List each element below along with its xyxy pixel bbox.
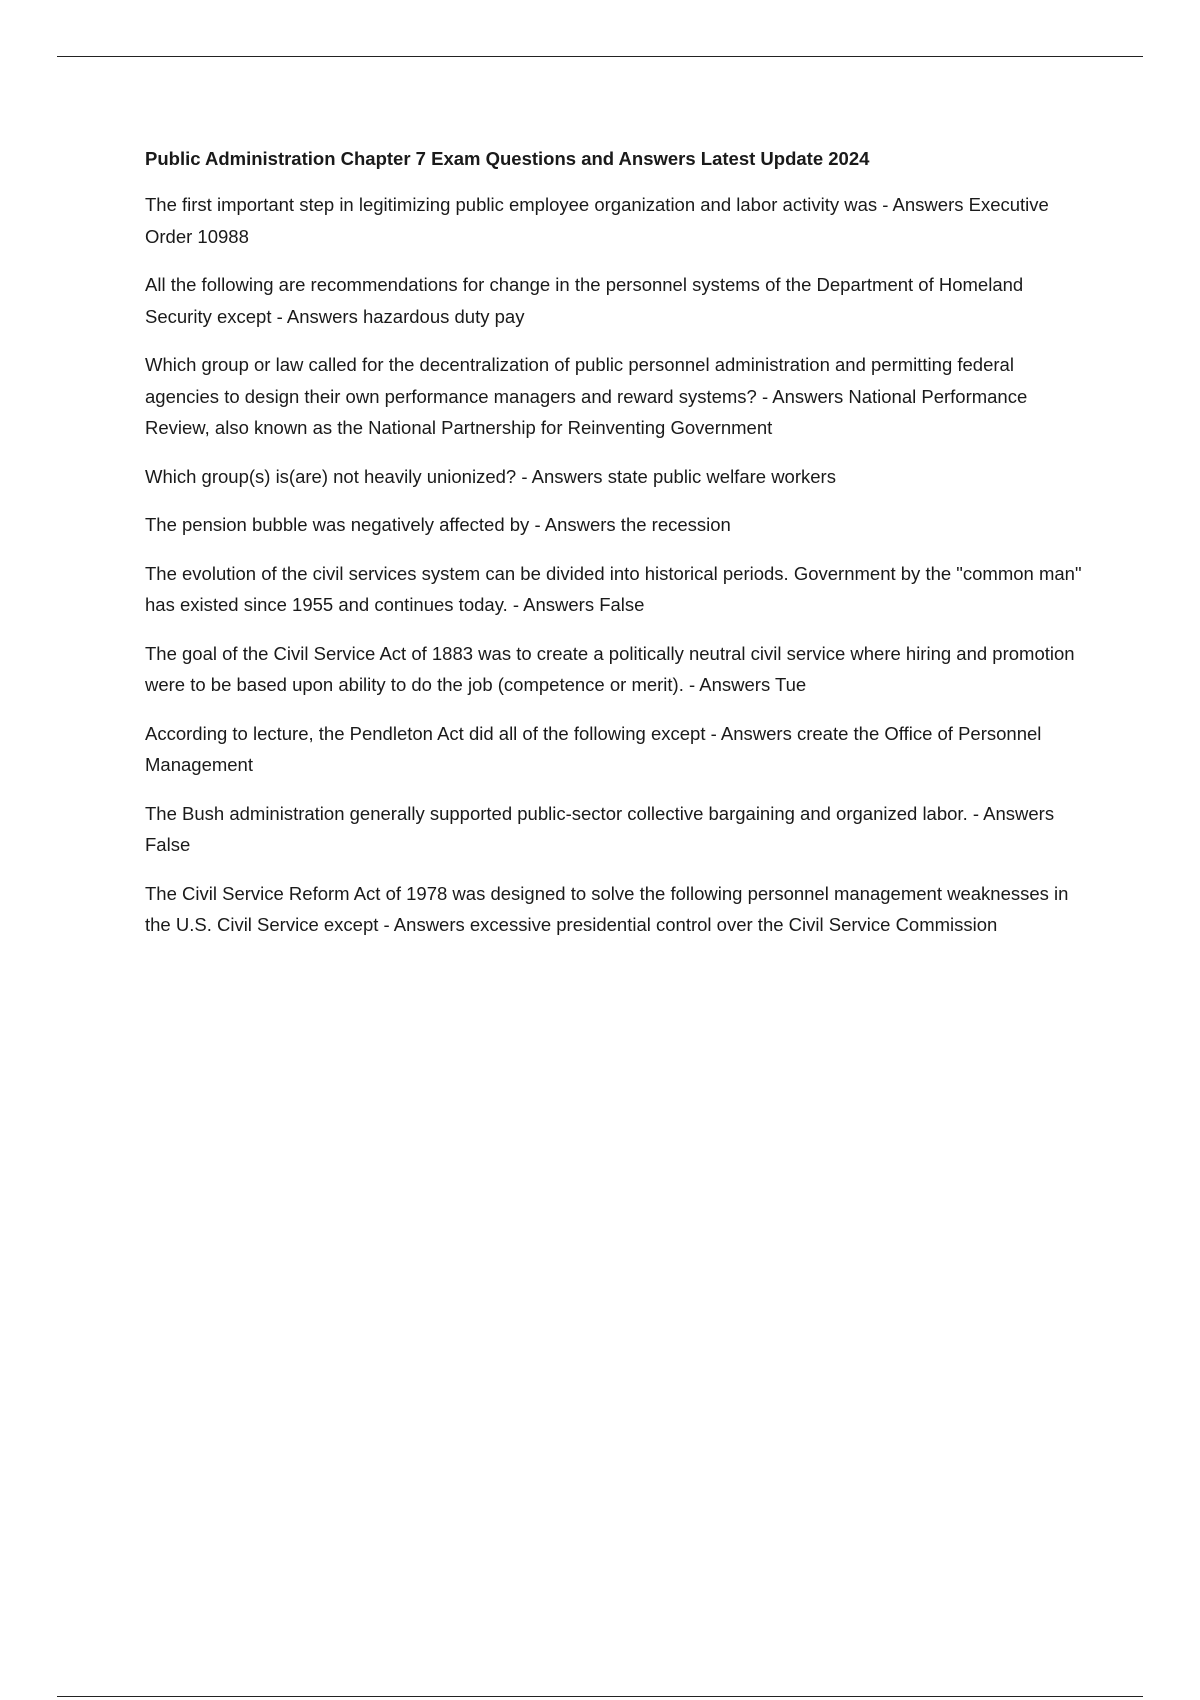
qa-item: Which group or law called for the decentralization of public personnel administration and permitting federal agencies to design their own performance managers and reward systems? - Answers National Performance Review, also known as the National Partnership for Reinventing Government (145, 354, 1028, 438)
qa-item: All the following are recommendations for change in the personnel systems of the Department of Homeland Security except - Answers hazardous duty pay (145, 274, 1024, 327)
document-body (145, 143, 1090, 958)
header-rule (57, 56, 1143, 57)
qa-item: According to lecture, the Pendleton Act did all of the following except - Answers create the Office of Personnel Management (145, 722, 1042, 775)
footer-rule (57, 1696, 1143, 1697)
qa-item: The Bush administration generally supported public-sector collective bargaining and organized labor. - Answers False (145, 802, 1055, 855)
qa-item: The Civil Service Reform Act of 1978 was designed to solve the following personnel management weaknesses in the U.S. Civil Service except - Answers excessive presidential control over the Civil Service Commission (145, 882, 1069, 935)
qa-item: The goal of the Civil Service Act of 1883 was to create a politically neutral civil service where hiring and promotion were to be based upon ability to do the job (competence or merit). - Answers Tue (145, 642, 1075, 695)
document-title: Public Administration Chapter 7 Exam Questions and Answers Latest Update 2024 (145, 148, 870, 169)
qa-item: The first important step in legitimizing public employee organization and labor activity was - Answers Executive Order 10988 (145, 194, 1049, 247)
qa-item: Which group(s) is(are) not heavily unionized? - Answers state public welfare workers (145, 465, 836, 487)
qa-item: The pension bubble was negatively affected by - Answers the recession (145, 514, 731, 535)
qa-item: The evolution of the civil services system can be divided into historical periods. Government by the "common man" has existed since 1955 and continues today. - Answers False (145, 562, 1082, 615)
